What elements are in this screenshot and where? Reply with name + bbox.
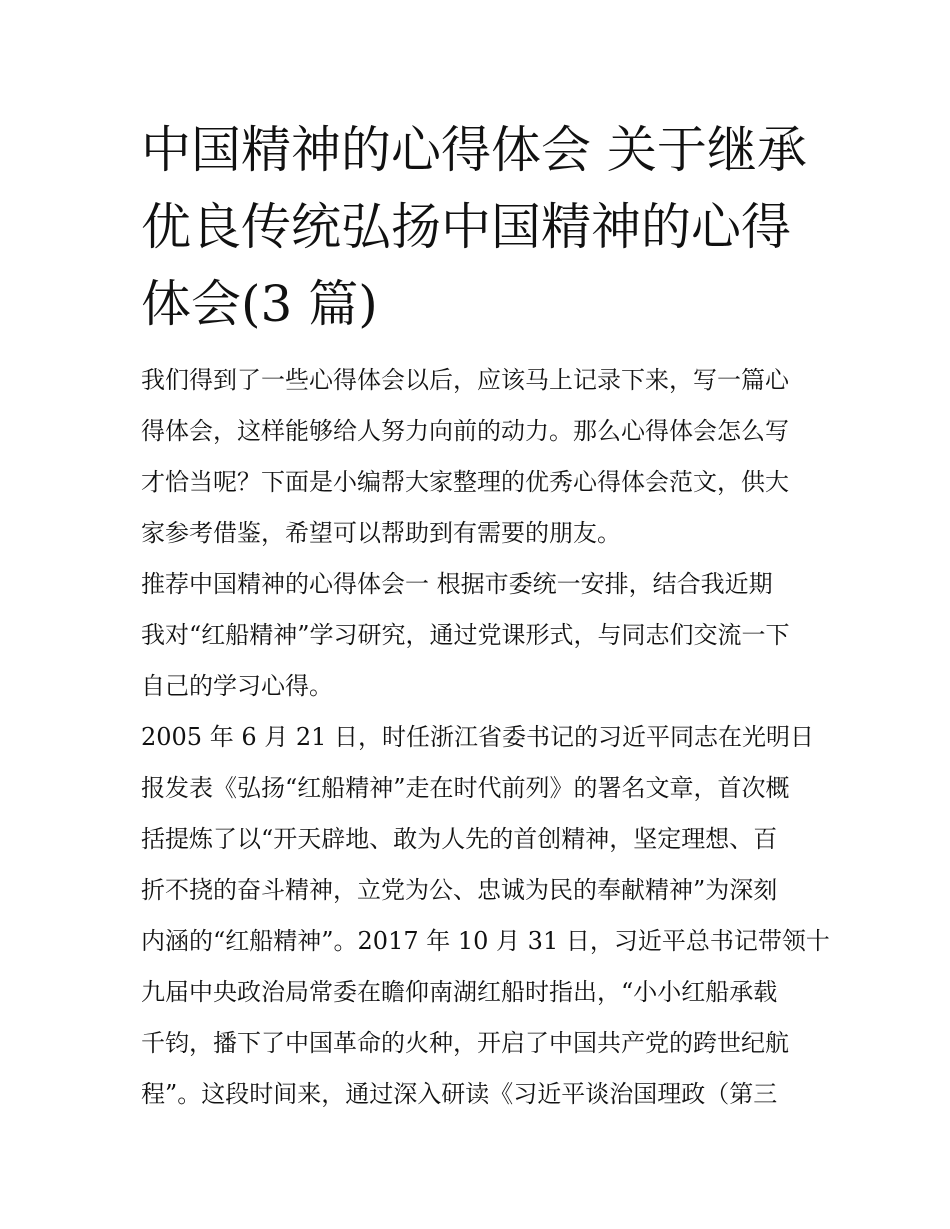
document-body (141, 355, 830, 1120)
text-line: 报发表《弘扬“红船精神”走在时代前列》的署名文章，首次概 (141, 774, 790, 802)
text-line: 推荐中国精神的心得体会一 根据市委统一安排，结合我近期 (141, 570, 773, 598)
text-line: 折不挠的奋斗精神，立党为公、忠诚为民的奉献精神”为深刻 (141, 876, 778, 904)
text-line: 2005 年 6 月 21 日，时任浙江省委书记的习近平同志在光明日 (141, 723, 815, 751)
title-line: 体会(3 篇) (141, 275, 378, 333)
text-line: 得体会，这样能够给人努力向前的动力。那么心得体会怎么写 (141, 417, 789, 445)
history-paragraph (141, 712, 830, 1120)
intro-paragraph (141, 355, 821, 559)
text-line: 程”。这段时间来，通过深入研读《习近平谈治国理政（第三 (141, 1080, 778, 1108)
document-title (141, 112, 821, 343)
text-line: 括提炼了以“开天辟地、敢为人先的首创精神，坚定理想、百 (141, 825, 778, 853)
text-line: 九届中央政治局常委在瞻仰南湖红船时指出，“小小红船承载 (141, 978, 778, 1006)
title-line: 优良传统弘扬中国精神的心得 (141, 198, 791, 256)
recommend-paragraph (141, 559, 821, 712)
text-line: 千钧，播下了中国革命的火种，开启了中国共产党的跨世纪航 (141, 1029, 789, 1057)
text-line: 我们得到了一些心得体会以后，应该马上记录下来，写一篇心 (141, 366, 789, 394)
title-line: 中国精神的心得体会 关于继承 (141, 121, 807, 179)
text-line: 内涵的“红船精神”。2017 年 10 月 31 日，习近平总书记带领十 (141, 927, 830, 955)
text-line: 我对“红船精神”学习研究，通过党课形式，与同志们交流一下 (141, 621, 790, 649)
text-line: 才恰当呢？下面是小编帮大家整理的优秀心得体会范文，供大 (141, 468, 789, 496)
text-line: 家参考借鉴，希望可以帮助到有需要的朋友。 (141, 519, 621, 547)
text-line: 自己的学习心得。 (141, 672, 333, 700)
